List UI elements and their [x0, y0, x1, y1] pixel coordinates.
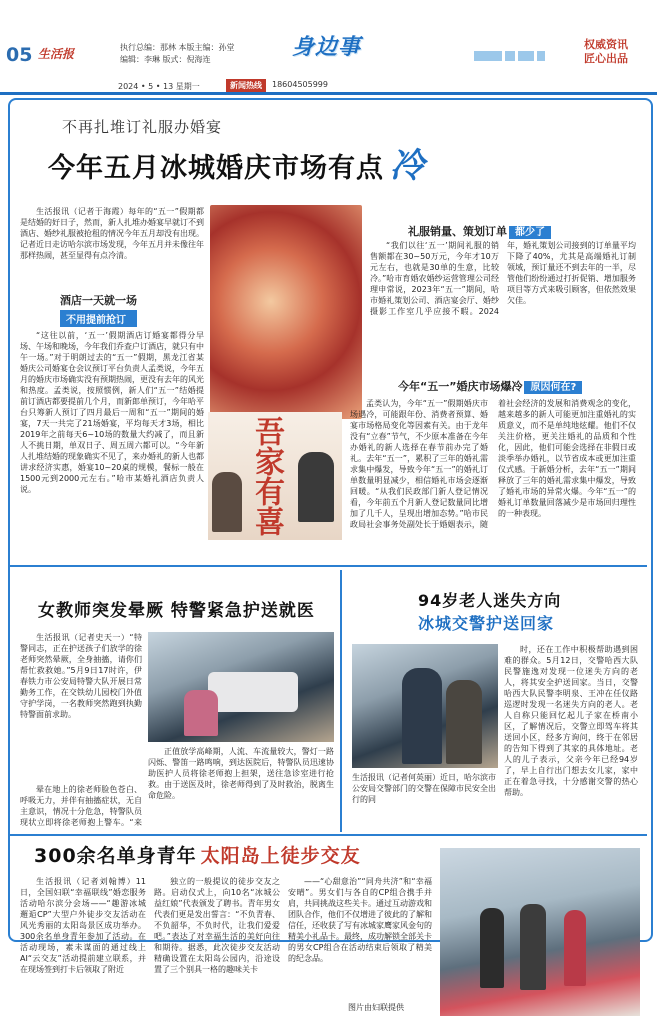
article3-headline-line2: 冰城交警护送回家 — [418, 614, 555, 633]
hotline-label: 新闻热线 — [226, 79, 266, 92]
separator-2 — [10, 834, 647, 836]
article1-col2-body: “我们以往‘五一’期间礼服的销售额都在30~50万元，今年才10万元左右，也就是30单的生意，比较冷。”哈市育婚农婚纱运营管理公司经理申常说，2023年“五一”期间，哈市婚礼策划公司、酒店宴会厅、婚纱摄影工作室几乎应接不暇。2024年，婚礼策划公司接到的订单量平均下降了40%，尤其是高端婚礼订制领域，预订量还不到去年的一半，尽管他们纷纷通过打折促销、增加服务项目等方式来吸引顾客，但依然效果欠佳。 — [370, 241, 636, 316]
article1-subhead-1 — [60, 292, 137, 327]
article4-col2: 独立的一般提议的徒步交友之路。启动仪式上，向10名“冰城公益红娘”代表颁发了聘书。青年男女代表们更是发出誓言：“不负青春、不负韶华，不负时代，让我们爱爱吧。”表达了对幸福生活的美好向往和期待。据悉，此次徒步交友活动精确设置在太阳岛公园内，沿途设置了三个别具一格的趣味关卡 — [154, 877, 280, 974]
slogan-line-2: 匠心出品 — [584, 52, 628, 65]
hotline-number: 18604505999 — [272, 80, 328, 89]
article1-col3-body: 孟类认为，今年“五一”假期婚庆市场遇冷，可能跟年份、消费者预算、婚宴市场格局变化等因素有关。由于龙年没有“立春”节气，不少原本准备在今年办婚礼的新人选择在春节前办完了婚礼。去年“五一”，累积了三年的婚礼需求集中爆发，导致今年“五一”的婚礼订单数量明显减少，相信婚礼市场会逐渐回暖。“从我们民政部门新人登记情况看，今年前五个月新人登记数量同比增加了几千人，呈现出增加态势。”哈市民政局社会事务处副处长于婚姻表示，随着社会经济的发展和消费观念的变化，越来越多的新人可能更加注重婚礼的实质意义，而不是单纯地炫耀。他们不仅关注价格，更关注婚礼的品质和个性化，因此，他们可能会选择在非假日或淡季举办婚礼，以节省成本或更加注重仪式感。于新婚分析，去年“五一”期间释放了三年的婚礼需求集中爆发，导致了婚礼市场的异常火爆。今年“五一”的婚礼订单数量回落减少是市场回归理性的一种表现。 — [350, 399, 636, 529]
police-car-photo — [148, 632, 334, 742]
article1-headline — [48, 138, 425, 187]
wedding-poster-photo — [208, 412, 342, 540]
article3-headline — [418, 588, 561, 634]
article3-body: 时，还在工作中积极帮助遇到困难的群众。5月12日，交警哈西大队民警施逸对发现一位迷失方向的老人，将其安全护送回家。当日，交警哈西大队民警李明泉、王冲在任仪路巡逻时发现一名迷失方向的老人。老人自称只能回忆起儿子家在桥南小区，了解情况后，交警立即驾车将其送回小区，经多方询问，终于在邻居的告知下得到了其家的具体地址。老人的儿子表示，父亲今年已经94岁了，早上自行出门想去女儿家，家中正在着急寻找，十分感谢交警的热心帮助。 — [504, 645, 638, 797]
separator-vertical — [340, 570, 342, 832]
teacher-figure — [184, 690, 218, 736]
article2-body-mid: 晕在地上的徐老师脸色苍白、呼吸无力，并伴有抽搐症状，无自主意识，情况十分危急，特警队员现状立即将徐老师抱上警车。“来 — [20, 785, 142, 826]
header-rule — [0, 92, 657, 95]
hiking-photo — [440, 848, 640, 1016]
police-car — [208, 672, 298, 712]
subhead-3-accent: 原因何在? — [524, 381, 582, 394]
poster-text: 吾家有喜 — [249, 416, 284, 536]
article2-headline: 女教师突发晕厥 特警紧急护送就医 — [38, 601, 315, 621]
article4-headline — [34, 841, 361, 868]
article2-body-top: 生活报讯（记者史天一）“特警同志，正在护送孩子们放学的徐老师突然晕厥，全身抽搐，请你们帮忙救救她。”5月9日17时许，伊春铁力市公安局特警大队开展日常勤务工作，在交铁幼儿园校门外值守护学岗，一名教师突然跑到执勤特警面前求助。 — [20, 633, 142, 719]
article1-headline-text: 今年五月冰城婚庆市场有点 — [48, 153, 384, 184]
article1-kicker: 不再扎堆订礼服办婚宴 — [62, 118, 223, 136]
editor-line-2: 编辑：李琳 版式：倪海连 — [120, 55, 211, 64]
traffic-police-photo — [352, 644, 498, 768]
editor-credits — [120, 42, 235, 66]
officer-figure — [402, 668, 442, 764]
article2-body-bottom: 正值放学高峰期，人流、车流量较大，警灯一路闪烁、警笛一路鸣响，到达医院后，特警队员迅速协助医护人员将徐老师抱上担架，送往急诊室进行抢救。由于送医及时，徐老师得到了及时救治，脱离生命危险。 — [148, 747, 334, 800]
subhead-2-plain: 礼服销量、策划订单 — [408, 225, 507, 238]
article1-subhead-3 — [398, 375, 582, 394]
subhead-1-plain: 酒店一天就一场 — [60, 294, 137, 307]
slogan-line-1: 权威资讯 — [584, 38, 628, 51]
subhead-1-tag: 不用提前抢订 — [60, 310, 137, 327]
decorative-bars — [474, 46, 554, 60]
hiker-3 — [564, 910, 586, 986]
article4-headline-accent: 太阳岛上徒步交友 — [200, 845, 361, 867]
poster-person-2 — [212, 472, 242, 532]
subhead-2-accent: 都少了 — [509, 226, 551, 239]
elderly-man-figure — [446, 680, 482, 764]
issue-date: 2024 • 5 • 13 星期一 — [118, 82, 200, 91]
subhead-3-plain: 今年“五一”婚庆市场爆冷 — [398, 380, 523, 393]
article3-lead: 生活报讯（记者何英丽）近日，哈尔滨市公安局交警部门的交警在保障市民安全出行的同 — [352, 773, 496, 804]
wedding-photo — [210, 205, 362, 419]
article4-headline-text: 300余名单身青年 — [34, 845, 197, 867]
publication-logo: 生活报 — [38, 47, 75, 61]
article1-intro: 生活报讯（记者于海霞）每年的“五一”假期都是结婚的好日子，然而，新人扎堆办婚宴早就订不到酒店、婚纱礼服被抢租的情况今年五月却没有出现。记者近日走访哈尔滨市场发现，今年五月并未像往年那样热闹，甚至显得有点冷清。 — [20, 207, 204, 260]
poster-person-1 — [298, 452, 334, 522]
article4-photo-credit: 图片由妇联提供 — [348, 1003, 404, 1012]
hiker-2 — [520, 904, 546, 990]
article4-col1: 生活报讯（记者刘翰博）11日，全国妇联“幸福联线”婚恋服务活动哈尔滨分会场——“趣游冰城 邂逅CP”大型户外徒步交友活动在风光秀丽的太阳岛景区成功举办。300余名单身青年参加了活动。在活动现场，素未谋面的通过线上AI“云交友”活动提前建立联系，并在现场签到打卡后领取了附近 — [20, 877, 146, 974]
article1-subhead-2 — [408, 220, 551, 239]
slogan — [584, 38, 628, 66]
separator-1 — [10, 565, 647, 567]
editor-line-1: 执行总编：那林 本版主编：孙堂 — [120, 43, 235, 52]
article4-col3: ——“心甜意治”“同舟共济”和“幸福安晴”。男女们与各自的CP组合携手并肩，共同挑战这些关卡。通过互动游戏和团队合作，他们不仅增进了彼此的了解和信任，还收获了写有冰城家鹰家风金句的精美小礼品卡。最终，成功解锁全部关卡的男女CP组合在活动结束后领取了精美的纪念品。 — [288, 877, 432, 963]
section-title: 身边事 — [292, 35, 362, 60]
article1-col1-body: “这往以前，‘五一’假期酒店订婚宴都得分早场、午场和晚场，今年我们乔查户订酒店，就只有中午一场。”对于明朗过去的“五一”假期，黑龙江省某婚庆公司婚宴仓会议预订平台负责人孟类说，今年五月的婚庆市场确实没有预期热闹，更没有去年的风光和热度。孟类说，按照惯例，新人们“五一”结婚提前订酒店都要提前几个月，而新郎单预订，今年哈平台只筹新人预订了四月最后一周和“五一”期间的婚宴，7天一共完了21场婚宴，平均每天才3场，相比2019年之前每天6~10场的数量大约减了，而且新人不挑日期，单双日子、周五周六都可以。“今年新人扎堆结婚的现象确实不见了，来办婚礼的新人也都讲求经济实惠，婚宴10~20桌的规模，餐标一般在1500元到2000元左右。”哈市某婚礼酒店负责人说。 — [20, 331, 204, 494]
article3-headline-line1: 94岁老人迷失方向 — [418, 591, 562, 610]
article1-headline-accent: 冷 — [390, 146, 425, 186]
hiker-1 — [480, 908, 504, 988]
page-number: 05 — [6, 44, 33, 66]
